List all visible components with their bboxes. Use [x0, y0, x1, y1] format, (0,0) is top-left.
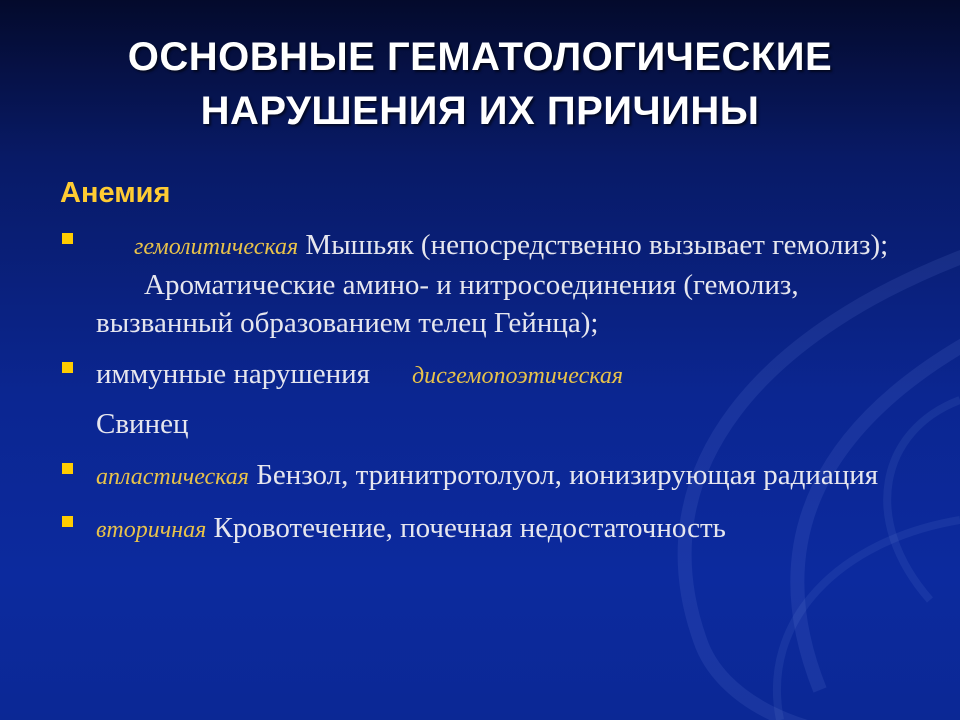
list-item-text-2: Ароматические амино- и нитросоединения (гемолиз, вызванный образованием телец Гейнца); [96, 269, 799, 339]
section-heading: Анемия [60, 177, 171, 209]
list-item-text: иммунные нарушения [96, 358, 370, 390]
anemia-type-label: дисгемопоэтическая [411, 363, 623, 389]
list-item-hemolytic [60, 226, 920, 342]
square-bullet-icon [62, 463, 73, 474]
slide-title-line-1: ОСНОВНЫЕ ГЕМАТОЛОГИЧЕСКИЕ [127, 35, 833, 79]
anemia-type-label: апластическая [96, 464, 249, 490]
anemia-type-label: гемолитическая [134, 234, 299, 260]
list-item-aplastic [60, 456, 920, 496]
list-item-text: Мышьяк (непосредственно вызывает гемолиз); [305, 229, 889, 261]
square-bullet-icon [62, 362, 73, 373]
causes-list [60, 226, 920, 562]
square-bullet-icon [62, 233, 73, 244]
anemia-type-label: вторичная [96, 517, 207, 543]
slide-title-line-2: НАРУШЕНИЯ ИХ ПРИЧИНЫ [200, 89, 760, 133]
list-item-text: Бензол, тринитротолуол, ионизирующая радиация [256, 459, 879, 491]
slide-title [0, 30, 960, 138]
square-bullet-icon [62, 516, 73, 527]
list-item-text-2: Свинец [96, 408, 189, 440]
list-item-dyshemopoietic [60, 355, 920, 443]
list-item-content [96, 229, 888, 339]
list-item-secondary [60, 509, 920, 549]
list-item-text: Кровотечение, почечная недостаточность [213, 512, 726, 544]
